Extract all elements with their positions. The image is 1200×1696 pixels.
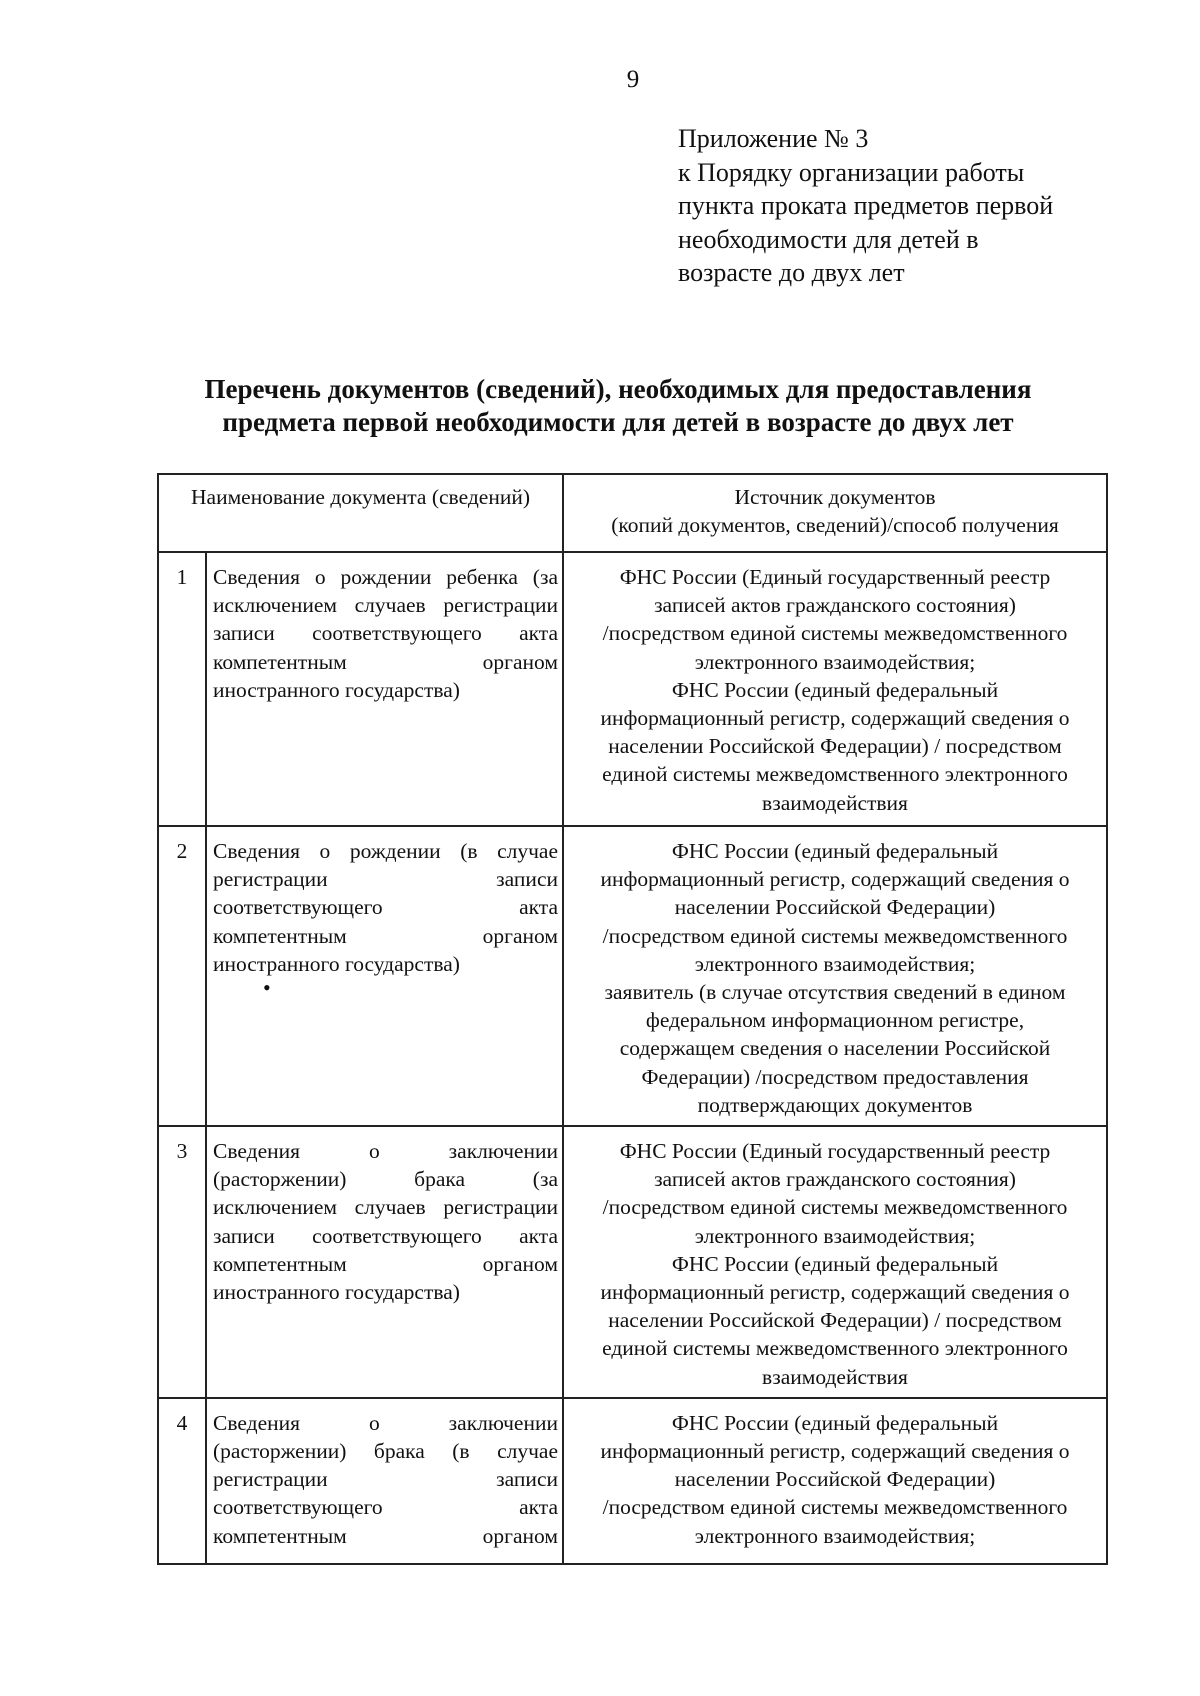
table-row bbox=[158, 1398, 1107, 1564]
document-name-text: Сведения о рождении ребенка (за исключением случаев регистрации записи соответствующего акта компетентным органом bbox=[213, 565, 558, 674]
title-line: Перечень документов (сведений), необходимых для предоставления bbox=[204, 374, 1032, 404]
document-name-cell bbox=[206, 552, 563, 826]
source-line: федеральном информационном регистре, bbox=[645, 1008, 1025, 1033]
appendix-line: Приложение № 3 bbox=[678, 124, 869, 153]
table-header-row bbox=[158, 474, 1107, 552]
source-line: электронного взаимодействия; bbox=[694, 1223, 976, 1248]
row-number: 4 bbox=[158, 1398, 206, 1564]
source-line: электронного взаимодействия; bbox=[694, 649, 976, 674]
source-line: записей актов гражданского состояния) bbox=[654, 1167, 1016, 1192]
document-name-text-end: иностранного государства) bbox=[213, 677, 460, 702]
document-name-text: Сведения о заключении (расторжении) брака (в случае регистрации записи соответствующего акта компетентным органом bbox=[213, 1410, 558, 1548]
source-line: информационный регистр, содержащий сведения о bbox=[600, 867, 1070, 892]
source-line: информационный регистр, содержащий сведения о bbox=[600, 1439, 1070, 1464]
source-line: ФНС России (Единый государственный реестр bbox=[619, 565, 1051, 589]
source-line: ФНС России (единый федеральный bbox=[671, 1251, 999, 1276]
document-title bbox=[158, 373, 1078, 439]
page-number: 9 bbox=[626, 66, 640, 93]
source-line: единой системы межведомственного электронного bbox=[602, 1336, 1068, 1361]
appendix-note bbox=[678, 122, 1053, 290]
source-line: /посредством единой системы межведомственного bbox=[602, 621, 1068, 646]
document-name-text-end: иностранного государства) bbox=[213, 951, 460, 976]
source-line: электронного взаимодействия; bbox=[694, 951, 976, 976]
source-line: ФНС России (Единый государственный реестр bbox=[619, 1139, 1051, 1164]
stray-mark: • bbox=[263, 975, 271, 1001]
appendix-line: необходимости для детей в bbox=[678, 224, 979, 254]
header-document-name: Наименование документа (сведений) bbox=[158, 474, 563, 552]
source-line: содержащем сведения о населении Российской bbox=[619, 1036, 1051, 1061]
documents-table bbox=[157, 473, 1108, 1565]
source-line: информационный регистр, содержащий сведения о bbox=[600, 1280, 1070, 1305]
header-source-line: (копий документов, сведений)/способ получения bbox=[611, 513, 1059, 538]
source-line: населении Российской Федерации) bbox=[674, 895, 996, 920]
source-line: электронного взаимодействия; bbox=[694, 1523, 976, 1548]
source-line: заявитель (в случае отсутствия сведений в едином bbox=[604, 980, 1066, 1005]
source-line: населении Российской Федерации) / посредством bbox=[608, 734, 1062, 759]
source-line: /посредством единой системы межведомственного bbox=[602, 1195, 1068, 1220]
appendix-line: возрасте до двух лет bbox=[678, 258, 905, 287]
source-line: информационный регистр, содержащий сведения о bbox=[600, 706, 1070, 731]
source-line: Федерации) /посредством предоставления bbox=[641, 1064, 1029, 1089]
source-cell bbox=[563, 826, 1107, 1126]
document-name-text: Сведения о рождении (в случае регистрации записи соответствующего акта компетентным органом bbox=[213, 839, 558, 948]
appendix-line: к Порядку организации работы bbox=[678, 157, 1025, 187]
document-name-cell bbox=[206, 1398, 563, 1564]
document-name-cell bbox=[206, 826, 563, 1126]
row-number: 3 bbox=[158, 1126, 206, 1398]
row-number: 2 bbox=[158, 826, 206, 1126]
source-line: взаимодействия bbox=[762, 790, 908, 815]
header-source-line: Источник документов bbox=[734, 485, 936, 509]
source-line: записей актов гражданского состояния) bbox=[654, 593, 1016, 618]
appendix-line: пункта проката предметов первой bbox=[678, 191, 1054, 220]
source-line: ФНС России (единый федеральный bbox=[671, 1410, 999, 1435]
document-name-text: Сведения о заключении (расторжении) брака (за исключением случаев регистрации записи соответствующего акта компетентным органом bbox=[213, 1139, 558, 1276]
table-row bbox=[158, 1126, 1107, 1398]
document-name-text-end: иностранного государства) bbox=[213, 1280, 460, 1305]
title-line: предмета первой необходимости для детей в возрасте до двух лет bbox=[222, 407, 1014, 437]
source-cell bbox=[563, 1398, 1107, 1564]
source-line: /посредством единой системы межведомственного bbox=[602, 923, 1068, 948]
source-line: ФНС России (единый федеральный bbox=[671, 839, 999, 863]
document-name-cell bbox=[206, 1126, 563, 1398]
table-row bbox=[158, 826, 1107, 1126]
source-line: единой системы межведомственного электронного bbox=[602, 762, 1068, 787]
source-line: населении Российской Федерации) bbox=[674, 1467, 996, 1492]
source-line: подтверждающих документов bbox=[697, 1092, 973, 1117]
source-line: взаимодействия bbox=[762, 1364, 908, 1389]
source-line: /посредством единой системы межведомственного bbox=[602, 1495, 1068, 1520]
header-source bbox=[563, 474, 1107, 552]
source-line: ФНС России (единый федеральный bbox=[671, 677, 999, 702]
source-cell bbox=[563, 552, 1107, 826]
source-line: населении Российской Федерации) / посредством bbox=[608, 1308, 1062, 1333]
source-cell bbox=[563, 1126, 1107, 1398]
row-number: 1 bbox=[158, 552, 206, 826]
table-row bbox=[158, 552, 1107, 826]
